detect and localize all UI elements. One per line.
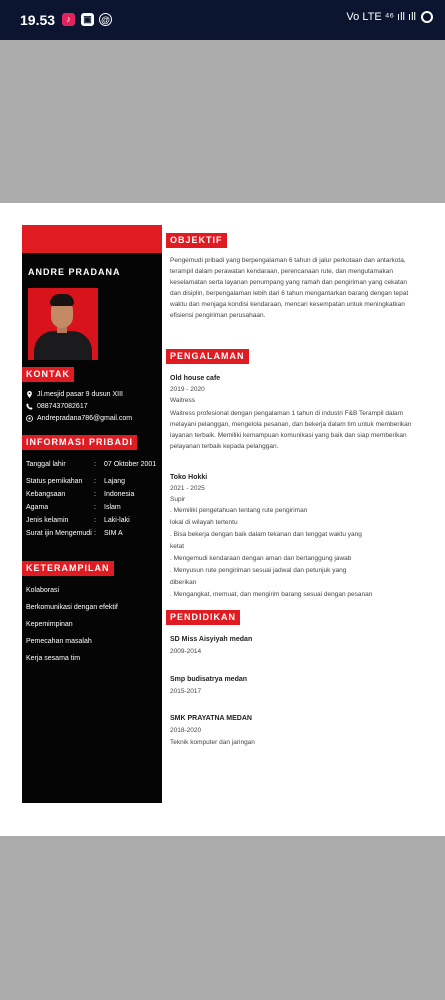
cv-document[interactable] [0, 203, 445, 836]
job-bullet: . Mengangkat, memuat, dan mengirim barang sesuai dengan pesanan [170, 591, 373, 598]
job-role: Supir [170, 496, 186, 503]
info-row: Tanggal lahir : 07 Oktober 2001 [26, 461, 160, 468]
skill-item: Berkomunikasi dengan efektif [26, 604, 118, 611]
status-bar [0, 0, 445, 40]
education-years: 2018-2020 [170, 727, 202, 734]
job-bullet: . Memiliki pengetahuan tentang rute pengiriman [170, 507, 308, 514]
threads-app-icon: @ [99, 13, 112, 26]
skill-item: Kolaborasi [26, 587, 60, 594]
job-bullet: diberikan [170, 579, 197, 586]
status-indicators [346, 11, 433, 23]
contact-email-text: Andrepradana786@gmail.com [37, 415, 133, 422]
objective-heading: OBJEKTIF [166, 233, 227, 248]
objective-text: Pengemudi pribadi yang berpengalaman 6 tahun di jalur perkotaan dan antarkota, terampil dalam perawatan kendaraan, perencanaan rute, dan mengutamakan keselamatan serta layanan penumpang yang ramah dan pengiriman yang cekatan dan disiplin, berpengalaman lebih dari 6 tahun mengantarkan barang dengan tepat waktu dan menjaga kondisi kendaraan, mencari kesempatan untuk meningkatkan efisiensi pengiriman perusahaan. [170, 257, 409, 319]
music-app-icon: ♪ [62, 13, 75, 26]
battery-icon [421, 11, 433, 23]
shop-app-icon: ▣ [81, 13, 94, 26]
info-row: Surat ijin Mengemudi : SIM A [26, 530, 160, 537]
education-note: Teknik komputer dan jaringan [170, 739, 255, 746]
viewer-backdrop [0, 836, 445, 1000]
job-bullet: lokal di wilayah tertentu [170, 519, 238, 526]
job-company: Toko Hokki [170, 474, 208, 481]
skill-item: Kerja sesama tim [26, 655, 81, 662]
signal-indicators: Vo LTE ⁴⁶ ıll ıll [346, 11, 416, 23]
info-value: Islam [104, 504, 121, 511]
job-years: 2019 - 2020 [170, 386, 205, 393]
info-row: Jenis kelamin : Laki-laki [26, 517, 160, 524]
info-key: Status pernikahan [26, 478, 83, 485]
skill-item: Kepemimpinan [26, 621, 73, 628]
phone-icon [26, 403, 33, 410]
education-school: Smp budisatrya medan [170, 676, 248, 683]
personal-info-heading: INFORMASI PRIBADI [22, 435, 137, 450]
education-years: 2009-2014 [170, 648, 202, 655]
info-key: Surat ijin Mengemudi [26, 530, 92, 537]
location-icon [26, 391, 33, 398]
info-row: Status pernikahan : Lajang [26, 478, 160, 485]
info-value: Laki-laki [104, 517, 130, 524]
info-value: SIM A [104, 530, 123, 537]
experience-heading: PENGALAMAN [166, 349, 249, 364]
education-years: 2015-2017 [170, 688, 202, 695]
job-role: Waitress [170, 397, 196, 404]
skills-heading: KETERAMPILAN [22, 561, 114, 576]
job-years: 2021 - 2025 [170, 485, 205, 492]
info-row: Agama : Islam [26, 504, 160, 511]
info-key: Jenis kelamin [26, 517, 69, 524]
info-key: Kebangsaan [26, 491, 66, 498]
info-value: 07 Oktober 2001 [104, 461, 157, 468]
education-school: SD Miss Aisyiyah medan [170, 636, 253, 643]
education-school: SMK PRAYATNA MEDAN [170, 715, 252, 722]
info-value: Lajang [104, 478, 126, 485]
job-description: Waitress profesional dengan pengalaman 1 tahun di industri F&B Terampil dalam melayani pelanggan, mengelola pesanan, dan bekerja dalam tim untuk memberikan layanan terbaik. Memiliki kemampuan komunikasi yang baik dan siap memberikan pelayanan terbaik kepada pelanggan. [170, 410, 412, 450]
job-bullet: . Mengemudi kendaraan dengan aman dan bertanggung jawab [170, 555, 352, 562]
info-key: Tanggal lahir [26, 461, 66, 468]
contact-address-text: Jl.mesjid pasar 9 dusun XIII [37, 391, 123, 398]
status-time: 19.53 [20, 12, 56, 28]
education-heading: PENDIDIKAN [166, 610, 240, 625]
contact-phone-text: 0887437082617 [37, 403, 88, 410]
info-row: Kebangsaan : Indonesia [26, 491, 160, 498]
at-icon [26, 415, 33, 422]
job-bullet: . Bisa bekerja dengan baik dalam tekanan dan tenggat waktu yang [170, 531, 362, 538]
contact-email [26, 415, 160, 422]
contact-heading: KONTAK [22, 367, 74, 382]
cv-sidebar [22, 225, 162, 803]
info-value: Indonesia [104, 491, 135, 498]
skill-item: Pemecahan masalah [26, 638, 92, 645]
contact-address [26, 391, 160, 398]
info-key: Agama [26, 504, 49, 511]
contact-phone [26, 403, 160, 410]
sidebar-accent-bar [22, 225, 162, 253]
cv-name: ANDRE PRADANA [28, 267, 121, 277]
profile-photo [28, 288, 98, 360]
job-bullet: . Menyusun rute pengiriman sesuai jadwal dan petunjuk yang [170, 567, 347, 574]
job-company: Old house cafe [170, 375, 221, 382]
job-bullet: ketat [170, 543, 185, 550]
